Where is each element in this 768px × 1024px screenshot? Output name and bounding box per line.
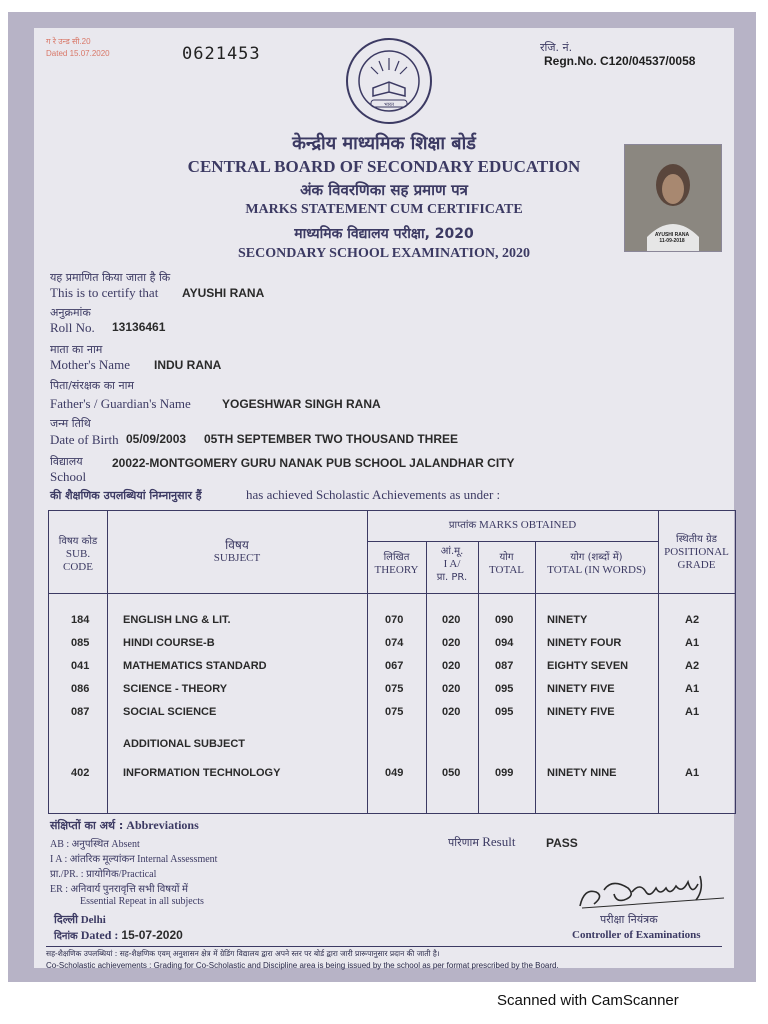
row-subject: HINDI COURSE-B <box>123 637 215 649</box>
row-ia: 020 <box>442 706 461 718</box>
board-name: CENTRAL BOARD OF SECONDARY EDUCATION <box>187 157 581 176</box>
row-words: NINETY NINE <box>547 767 617 779</box>
co-scholastic-note-text: Co-Scholastic achievements : Grading for Co-Scholastic and Discipline area is being issued by the school as per format prescribed by the Board. <box>46 961 559 970</box>
row-total: 094 <box>495 637 514 649</box>
place-text: Delhi <box>80 914 106 926</box>
controller-title-hindi: परीक्षा नियंत्रक <box>600 913 658 926</box>
date-label-hindi: दिनांक <box>54 931 78 942</box>
student-name: AYUSHI RANA <box>182 286 265 300</box>
result-label-text: Result <box>482 834 516 849</box>
header-total-hindi: योग <box>499 552 514 563</box>
photo-caption-date: 11-09-2018 <box>659 238 685 244</box>
row-words: EIGHTY SEVEN <box>547 660 629 672</box>
row-code: 087 <box>71 706 90 718</box>
emblem-label: भारत <box>384 102 394 108</box>
header-grade <box>658 533 735 572</box>
header-words-hindi: योग (शब्दों में) <box>570 552 623 563</box>
row-code: 041 <box>71 660 90 672</box>
controller-title: Controller of Examinations <box>572 929 701 941</box>
row-words: NINETY FIVE <box>547 706 615 718</box>
dob-value: 05/09/2003 <box>126 432 187 446</box>
row-theory: 075 <box>385 683 404 695</box>
row-theory: 049 <box>385 767 404 779</box>
row-theory: 067 <box>385 660 404 672</box>
row-ia: 020 <box>442 683 461 695</box>
exam-title: SECONDARY SCHOOL EXAMINATION, 2020 <box>238 246 530 261</box>
header-subject-text: SUBJECT <box>213 552 261 564</box>
header-pr: प्रा. PR. <box>436 572 468 583</box>
header-marks-hindi: प्राप्तांक <box>448 520 477 531</box>
certificate-paper <box>34 28 734 968</box>
abbreviations-title-text: Abbreviations <box>126 818 199 832</box>
school-label-hindi: विद्यालय <box>50 455 83 468</box>
header-theory-hindi: लिखित <box>383 552 410 563</box>
father-label-hindi: पिता/संरक्षक का नाम <box>50 379 135 392</box>
table-divider <box>49 593 735 594</box>
result-label <box>448 834 515 850</box>
co-scholastic-note-hindi: सह-शैक्षणिक उपलब्धियां : सह-शैक्षणिक एवम् अनुशासन क्षेत्र में ग्रेडिंग विद्यालय द्वारा अपने स्तर पर बोर्ड द्वारा जारी प्रारूपानुसार प्रदान की जाती है। <box>46 949 440 958</box>
row-total: 095 <box>495 706 514 718</box>
issue-stamp <box>46 36 144 62</box>
school-label: School <box>50 469 87 484</box>
dob-words: 05TH SEPTEMBER TWO THOUSAND THREE <box>204 432 459 446</box>
header-subject <box>107 539 367 565</box>
co-scholastic-note <box>46 948 559 972</box>
dob-label-hindi: जन्म तिथि <box>50 417 91 430</box>
camscanner-watermark: Scanned with CamScanner <box>497 992 679 1009</box>
certify-label: This is to certify that <box>50 285 159 300</box>
abbr-essential-repeat: ER : अनिवार्य पुनरावृत्ति सभी विषयों में <box>50 884 188 895</box>
row-grade: A2 <box>685 614 700 626</box>
abbr-essential-repeat-en: Essential Repeat in all subjects <box>80 896 204 907</box>
row-subject: SOCIAL SCIENCE <box>123 706 217 718</box>
abbr-internal-assessment: I A : आंतरिक मूल्यांकन Internal Assessment <box>50 854 218 865</box>
row-ia: 050 <box>442 767 461 779</box>
roll-number: 13136461 <box>112 320 166 334</box>
dob-label: Date of Birth <box>50 432 119 447</box>
regn-number <box>544 54 695 68</box>
header-theory-text: THEORY <box>374 564 419 576</box>
header-ia <box>426 545 478 584</box>
row-code: 086 <box>71 683 90 695</box>
certificate-border <box>8 12 756 982</box>
header-ia-text: I A/ <box>443 558 461 570</box>
row-grade: A1 <box>685 706 700 718</box>
mother-label-hindi: माता का नाम <box>50 343 103 356</box>
marks-table <box>48 510 736 814</box>
row-words: NINETY FOUR <box>547 637 622 649</box>
footnote-divider <box>46 946 722 947</box>
header-marks-text: MARKS OBTAINED <box>478 519 577 531</box>
header-subject-hindi: विषय <box>225 538 249 552</box>
achieved-label: has achieved Scholastic Achievements as under : <box>246 487 501 502</box>
roll-label: Roll No. <box>50 320 95 335</box>
header-sub-code-text: SUB. CODE <box>63 548 93 573</box>
serial-number: 0621453 <box>182 44 261 64</box>
row-words: NINETY <box>547 614 588 626</box>
row-subject: SCIENCE - THEORY <box>123 683 228 695</box>
row-grade: A1 <box>685 637 700 649</box>
row-ia: 020 <box>442 614 461 626</box>
table-divider <box>478 541 479 813</box>
header-sub-code <box>49 535 107 574</box>
date-value: 15-07-2020 <box>121 928 183 942</box>
regn-label-hindi: रजि. नं. <box>540 41 573 54</box>
row-code: 085 <box>71 637 90 649</box>
achieved-label-hindi: की शैक्षणिक उपलब्धियां निम्नानुसार हैं <box>50 489 202 502</box>
row-grade: A2 <box>685 660 700 672</box>
header-grade-text: POSITIONAL GRADE <box>664 546 729 571</box>
row-theory: 074 <box>385 637 404 649</box>
photo-caption-name: AYUSHI RANA <box>654 232 690 238</box>
row-subject: ENGLISH LNG & LIT. <box>123 614 231 626</box>
board-name-hindi: केन्द्रीय माध्यमिक शिक्षा बोर्ड <box>292 133 476 154</box>
regn-value: C120/04537/0058 <box>600 54 696 68</box>
row-subject: MATHEMATICS STANDARD <box>123 660 267 672</box>
stamp-line-1: ग रे उन्ड सी.20 <box>46 37 91 46</box>
father-name: YOGESHWAR SINGH RANA <box>222 397 381 411</box>
header-total-text: TOTAL <box>489 564 524 576</box>
abbreviations-title <box>50 818 199 833</box>
header-total-words <box>535 551 658 577</box>
place-hindi: दिल्ली <box>54 913 78 926</box>
row-words: NINETY FIVE <box>547 683 615 695</box>
header-total <box>478 551 535 577</box>
certificate-title: MARKS STATEMENT CUM CERTIFICATE <box>245 202 523 217</box>
mother-label: Mother's Name <box>50 357 130 372</box>
father-label: Father's / Guardian's Name <box>50 396 191 411</box>
roll-label-hindi: अनुक्रमांक <box>50 306 91 319</box>
header-words-text: TOTAL (IN WORDS) <box>547 564 646 576</box>
certify-label-hindi: यह प्रमाणित किया जाता है कि <box>50 271 171 284</box>
row-grade: A1 <box>685 683 700 695</box>
row-total: 095 <box>495 683 514 695</box>
additional-subject-label: ADDITIONAL SUBJECT <box>123 738 246 750</box>
abbreviations-title-hindi: संक्षिप्तों का अर्थ : <box>50 819 124 832</box>
row-subject: INFORMATION TECHNOLOGY <box>123 767 281 779</box>
regn-label: Regn.No. <box>544 54 597 68</box>
row-code: 402 <box>71 767 90 779</box>
cbse-emblem-icon <box>341 36 437 126</box>
table-divider <box>535 541 536 813</box>
header-marks-obtained <box>367 519 658 532</box>
abbr-absent: AB : अनुपस्थित Absent <box>50 839 140 850</box>
header-theory <box>367 551 426 577</box>
row-total: 090 <box>495 614 514 626</box>
date-issued <box>54 928 183 943</box>
photo-caption <box>624 232 720 244</box>
table-divider <box>367 541 658 542</box>
place <box>54 912 106 927</box>
certificate-title-hindi: अंक विवरणिका सह प्रमाण पत्र <box>300 181 468 199</box>
result-value: PASS <box>546 836 578 850</box>
header-sub-code-hindi: विषय कोड <box>58 536 98 547</box>
row-ia: 020 <box>442 637 461 649</box>
row-total: 087 <box>495 660 514 672</box>
stamp-line-2: Dated 15.07.2020 <box>46 49 110 58</box>
result-label-hindi: परिणाम <box>448 836 479 849</box>
exam-title-hindi: माध्यमिक विद्यालय परीक्षा, 2020 <box>294 226 474 242</box>
mother-name: INDU RANA <box>154 358 222 372</box>
abbr-practical: प्रा./PR. : प्रायोगिक/Practical <box>50 869 157 880</box>
header-ia-hindi: आं.मू. <box>440 546 464 557</box>
header-grade-hindi: स्थितीय ग्रेड <box>676 534 717 545</box>
row-total: 099 <box>495 767 514 779</box>
date-label: Dated : <box>80 928 119 942</box>
row-grade: A1 <box>685 767 700 779</box>
school-name: 20022-MONTGOMERY GURU NANAK PUB SCHOOL JALANDHAR CITY <box>112 456 515 470</box>
row-theory: 070 <box>385 614 404 626</box>
row-code: 184 <box>71 614 90 626</box>
row-theory: 075 <box>385 706 404 718</box>
controller-signature-icon <box>574 866 734 916</box>
row-ia: 020 <box>442 660 461 672</box>
